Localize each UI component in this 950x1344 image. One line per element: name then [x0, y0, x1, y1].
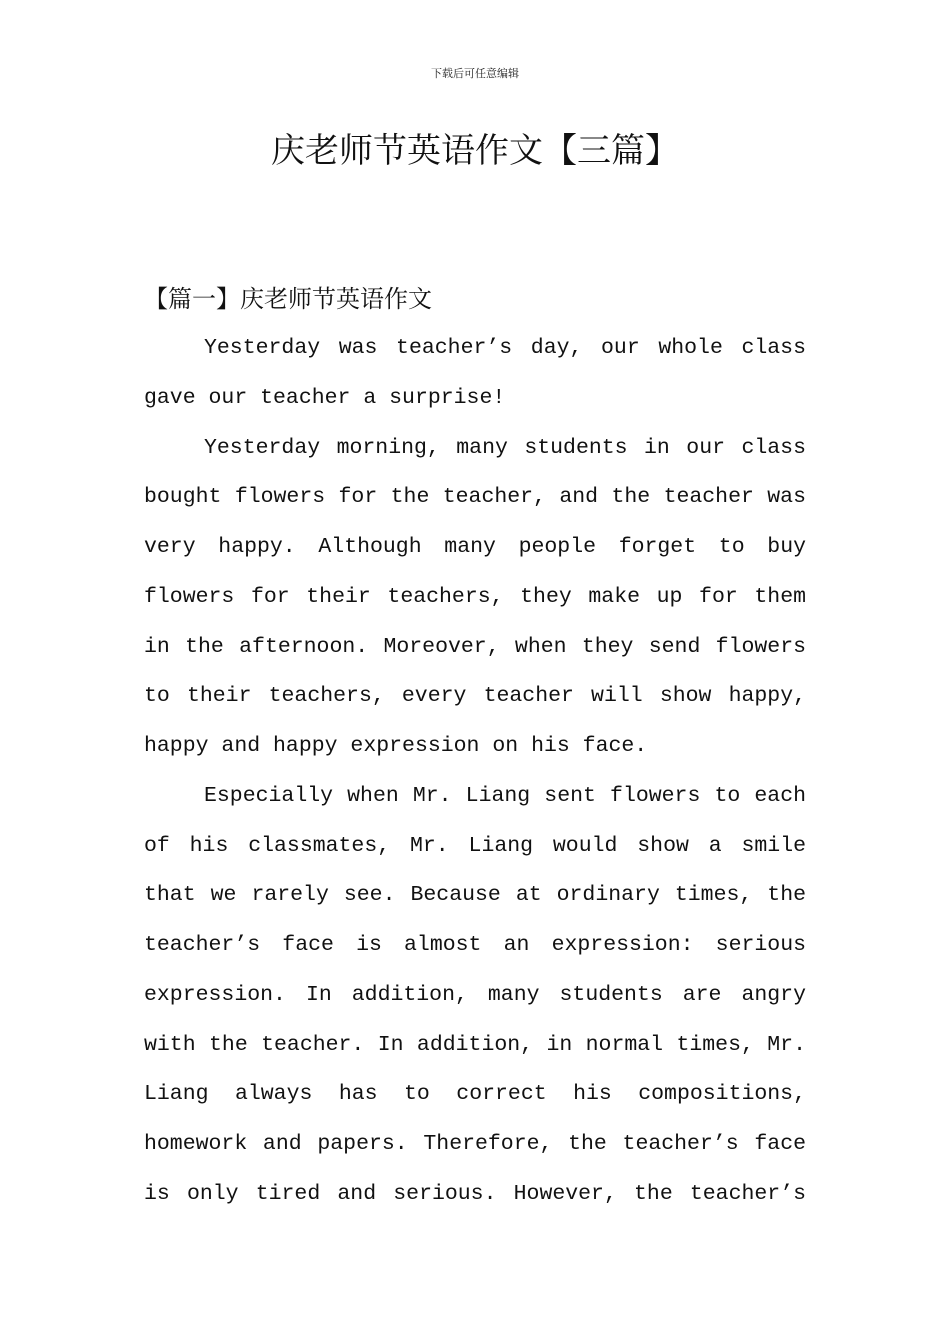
text-line: teacher’s face is almost an expression: serious	[144, 933, 806, 957]
text-line: expression. In addition, many students are angry	[144, 982, 806, 1007]
text-line: Yesterday morning, many students in our class	[204, 435, 806, 460]
text-line: very happy. Although many people forget to buy	[144, 535, 806, 559]
text-line: of his classmates, Mr. Liang would show a smile	[144, 833, 806, 858]
section-heading: 【篇一】庆老师节英语作文	[144, 285, 432, 313]
document-body	[144, 274, 806, 1220]
text-line: with the teacher. In addition, in normal times, Mr.	[144, 1032, 806, 1057]
text-line: Liang always has to correct his compositions,	[144, 1082, 806, 1107]
text-line: Especially when Mr. Liang sent flowers to each	[204, 783, 806, 808]
paragraph-2	[144, 424, 806, 772]
text-line: in the afternoon. Moreover, when they send flowers	[144, 634, 806, 659]
text-line: homework and papers. Therefore, the teacher’s face	[144, 1132, 806, 1156]
page-header-note: 下载后可任意编辑	[431, 67, 519, 80]
text-line: to their teachers, every teacher will show happy,	[144, 684, 806, 709]
text-line: is only tired and serious. However, the teacher’s	[144, 1181, 806, 1206]
text-line: flowers for their teachers, they make up for them	[144, 584, 806, 609]
text-line: happy and happy expression on his face.	[144, 734, 648, 758]
text-line: bought flowers for the teacher, and the teacher was	[144, 485, 806, 510]
text-line: gave our teacher a surprise!	[144, 385, 506, 410]
document-title: 庆老师节英语作文【三篇】	[271, 131, 679, 171]
text-line: that we rarely see. Because at ordinary times, the	[144, 883, 806, 908]
paragraph-1	[144, 324, 806, 424]
text-line: Yesterday was teacher’s day, our whole class	[204, 336, 806, 360]
paragraph-3	[144, 772, 806, 1220]
